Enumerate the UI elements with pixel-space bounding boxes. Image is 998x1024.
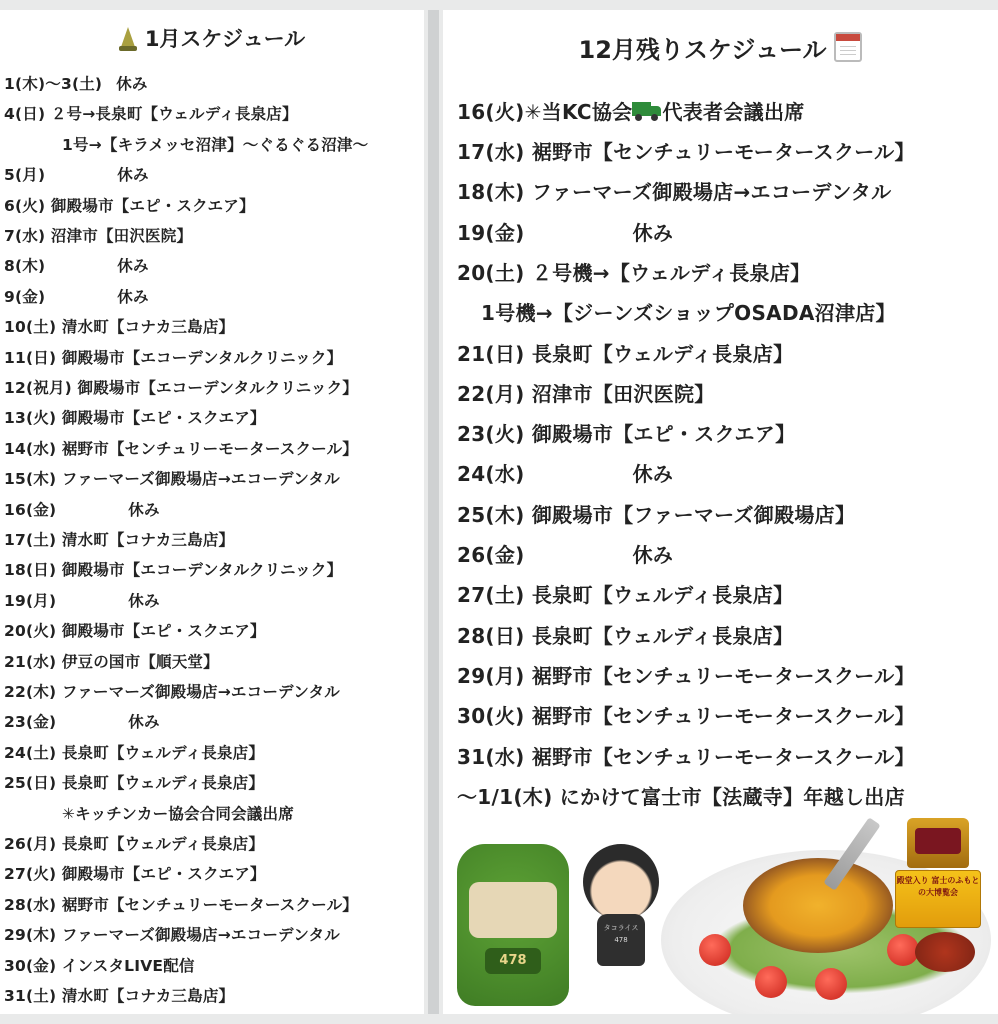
january-row-text: ✳︎キッチンカー協会合同会議出席 bbox=[62, 804, 294, 823]
january-row-date: 31(土) 清水町【コナカ三島店】 bbox=[4, 987, 235, 1005]
january-row bbox=[62, 800, 294, 828]
january-row-date: 13(火) 御殿場市【エピ・スクエア】 bbox=[4, 409, 266, 428]
january-row-date: 12(祝月) 御殿場市【エコーデンタルクリニック】 bbox=[4, 379, 358, 397]
january-row-rest: 休み bbox=[117, 287, 149, 306]
december-row-date: 20(土) ２号機→【ウェルディ長泉店】 bbox=[457, 260, 811, 285]
january-row-date: 1(木)～3(土) bbox=[4, 75, 103, 93]
december-row bbox=[481, 295, 896, 331]
christmas-tree-icon bbox=[119, 25, 137, 51]
car-mascot-face bbox=[469, 882, 557, 938]
january-row bbox=[4, 708, 160, 736]
january-row-date: 8(木) bbox=[4, 257, 46, 276]
december-row-date: 31(水) 裾野市【センチュリーモータースクール】 bbox=[457, 744, 915, 769]
tomato-image bbox=[755, 966, 787, 998]
december-row bbox=[457, 134, 915, 170]
december-row-date: 30(火) 裾野市【センチュリーモータースクール】 bbox=[457, 704, 915, 729]
january-row-date: 18(日) 御殿場市【エコーデンタルクリニック】 bbox=[4, 561, 343, 580]
january-row bbox=[4, 192, 255, 220]
december-title bbox=[443, 24, 998, 70]
december-row bbox=[457, 215, 673, 251]
december-row-date: 17(水) 裾野市【センチュリーモータースクール】 bbox=[457, 140, 915, 164]
january-row-date: 19(月) bbox=[4, 591, 57, 610]
january-row bbox=[4, 952, 195, 980]
january-row bbox=[4, 496, 160, 524]
award-badge-label: 殿堂入り 富士のふもとの大博覧会 bbox=[895, 870, 981, 928]
food-photo bbox=[443, 816, 998, 1014]
december-row-16 bbox=[457, 94, 805, 130]
january-row-date: 30(金) インスタLIVE配信 bbox=[4, 956, 195, 975]
january-row bbox=[4, 344, 342, 372]
december-row-rest: 休み bbox=[632, 220, 674, 245]
january-row bbox=[4, 283, 149, 311]
december-row bbox=[457, 698, 915, 734]
january-row bbox=[4, 678, 340, 706]
january-row-date: 28(水) 裾野市【センチュリーモータースクール】 bbox=[4, 895, 358, 914]
december-row-date: 24(水) bbox=[457, 462, 525, 487]
december-row bbox=[457, 456, 673, 492]
december-row bbox=[457, 416, 795, 452]
january-row-date: 9(金) bbox=[4, 287, 46, 306]
january-title-text: 1月スケジュール bbox=[144, 27, 306, 51]
december-row-date: 18(木) ファーマーズ御殿場店→エコーデンタル bbox=[457, 180, 892, 205]
january-row bbox=[4, 587, 160, 615]
december-row-rest: 休み bbox=[632, 462, 674, 487]
january-row bbox=[4, 982, 234, 1010]
january-row-date: 5(月) bbox=[4, 166, 46, 185]
january-row bbox=[4, 100, 298, 128]
january-row bbox=[4, 404, 266, 432]
january-row-rest: 休み bbox=[128, 591, 160, 610]
car-mascot-plate: 478 bbox=[485, 948, 541, 974]
january-row-date: 4(日) ２号→長泉町【ウェルディ長泉店】 bbox=[4, 105, 298, 124]
january-row-date: 6(火) 御殿場市【エピ・スクエア】 bbox=[4, 196, 255, 215]
december-row-date: 28(日) 長泉町【ウェルディ長泉店】 bbox=[457, 623, 794, 648]
january-row bbox=[4, 374, 358, 402]
tomato-image bbox=[815, 968, 847, 1000]
january-row bbox=[4, 556, 342, 584]
january-row-date: 29(木) ファーマーズ御殿場店→エコーデンタル bbox=[4, 926, 340, 945]
december-row-16-suffix: 代表者会議出席 bbox=[662, 100, 805, 124]
january-row-date: 25(日) 長泉町【ウェルディ長泉店】 bbox=[4, 774, 265, 793]
december-row-text: 1号機→【ジーンズショップOSADA沼津店】 bbox=[481, 301, 896, 326]
january-row-rest: 休み bbox=[117, 166, 149, 185]
january-row bbox=[62, 131, 368, 159]
december-row bbox=[457, 376, 715, 412]
january-row-date: 24(土) 長泉町【ウェルディ長泉店】 bbox=[4, 743, 265, 762]
december-row-date: 23(火) 御殿場市【エピ・スクエア】 bbox=[457, 422, 796, 447]
january-row bbox=[4, 739, 264, 767]
december-row bbox=[457, 577, 793, 613]
january-row-date: 7(水) 沼津市【田沢医院】 bbox=[4, 227, 193, 245]
crown-icon bbox=[907, 818, 969, 868]
december-row bbox=[457, 658, 915, 694]
january-row bbox=[4, 860, 266, 888]
january-row bbox=[4, 161, 149, 189]
january-row bbox=[4, 648, 219, 676]
december-row-date: 26(金) bbox=[457, 543, 525, 567]
january-row-date: 21(水) 伊豆の国市【順天堂】 bbox=[4, 652, 219, 671]
january-row bbox=[4, 70, 148, 98]
january-row-rest: 休み bbox=[128, 500, 160, 519]
december-row bbox=[457, 739, 915, 775]
column-divider bbox=[428, 10, 439, 1014]
january-panel bbox=[0, 10, 424, 1014]
december-row bbox=[457, 255, 810, 291]
december-title-text: 12月残りスケジュール bbox=[578, 35, 827, 64]
december-row bbox=[457, 497, 855, 533]
december-row-rest: 休み bbox=[632, 543, 674, 567]
january-row bbox=[4, 435, 358, 463]
december-panel bbox=[443, 10, 998, 1014]
january-title bbox=[0, 20, 424, 56]
january-row bbox=[4, 891, 358, 919]
january-row-rest: 休み bbox=[128, 713, 160, 732]
december-row-date: ～1/1(木) にかけて富士市【法蔵寺】年越し出店 bbox=[457, 784, 905, 809]
january-row bbox=[4, 252, 149, 280]
truck-icon bbox=[632, 100, 662, 122]
doll-mascot-toy bbox=[575, 844, 667, 954]
december-row-date: 27(土) 長泉町【ウェルディ長泉店】 bbox=[457, 583, 794, 608]
taco-rice-image bbox=[743, 858, 893, 953]
tomato-image bbox=[699, 934, 731, 966]
december-row bbox=[457, 618, 793, 654]
january-row-text: 1号→【キラメッセ沼津】～ぐるぐる沼津～ bbox=[62, 135, 369, 154]
january-row-date: 20(火) 御殿場市【エピ・スクエア】 bbox=[4, 622, 266, 641]
sauce-spoon-image bbox=[915, 932, 975, 972]
december-row-date: 19(金) bbox=[457, 220, 525, 245]
december-row bbox=[457, 336, 793, 372]
january-row bbox=[4, 526, 234, 554]
january-row-date: 17(土) 清水町【コナカ三島店】 bbox=[4, 531, 235, 549]
december-row bbox=[457, 174, 891, 210]
car-mascot-toy bbox=[457, 844, 569, 1006]
january-row-date: 16(金) bbox=[4, 500, 57, 519]
december-row-date: 25(木) 御殿場市【ファーマーズ御殿場店】 bbox=[457, 502, 856, 527]
january-row-date: 27(火) 御殿場市【エピ・スクエア】 bbox=[4, 865, 266, 884]
january-row bbox=[4, 830, 264, 858]
january-row-date: 23(金) bbox=[4, 713, 57, 732]
doll-head bbox=[583, 844, 659, 920]
january-row bbox=[4, 222, 192, 250]
january-row bbox=[4, 313, 234, 341]
december-row-date: 21(日) 長泉町【ウェルディ長泉店】 bbox=[457, 341, 794, 366]
january-row-rest: 休み bbox=[117, 257, 149, 276]
january-row-date: 10(土) 清水町【コナカ三島店】 bbox=[4, 318, 235, 337]
december-row bbox=[457, 779, 905, 815]
calendar-icon bbox=[834, 32, 862, 62]
january-row-date: 26(月) 長泉町【ウェルディ長泉店】 bbox=[4, 835, 265, 853]
january-row bbox=[4, 465, 340, 493]
december-row-date: 29(月) 裾野市【センチュリーモータースクール】 bbox=[457, 663, 915, 688]
january-row-date: 14(水) 裾野市【センチュリーモータースクール】 bbox=[4, 439, 358, 458]
december-row-16-prefix: 16(火)✳︎当KC協会 bbox=[457, 100, 633, 124]
january-row bbox=[4, 921, 340, 949]
january-row bbox=[4, 769, 264, 797]
award-badge bbox=[895, 818, 981, 930]
january-row-rest: 休み bbox=[116, 75, 148, 93]
january-row-date: 11(日) 御殿場市【エコーデンタルクリニック】 bbox=[4, 348, 343, 367]
january-row-date: 22(木) ファーマーズ御殿場店→エコーデンタル bbox=[4, 683, 340, 701]
december-row-date: 22(月) 沼津市【田沢医院】 bbox=[457, 381, 715, 406]
doll-shirt: タコライス 478 bbox=[597, 914, 645, 966]
january-row-date: 15(木) ファーマーズ御殿場店→エコーデンタル bbox=[4, 470, 340, 489]
january-row bbox=[4, 617, 266, 645]
december-row bbox=[457, 537, 673, 573]
